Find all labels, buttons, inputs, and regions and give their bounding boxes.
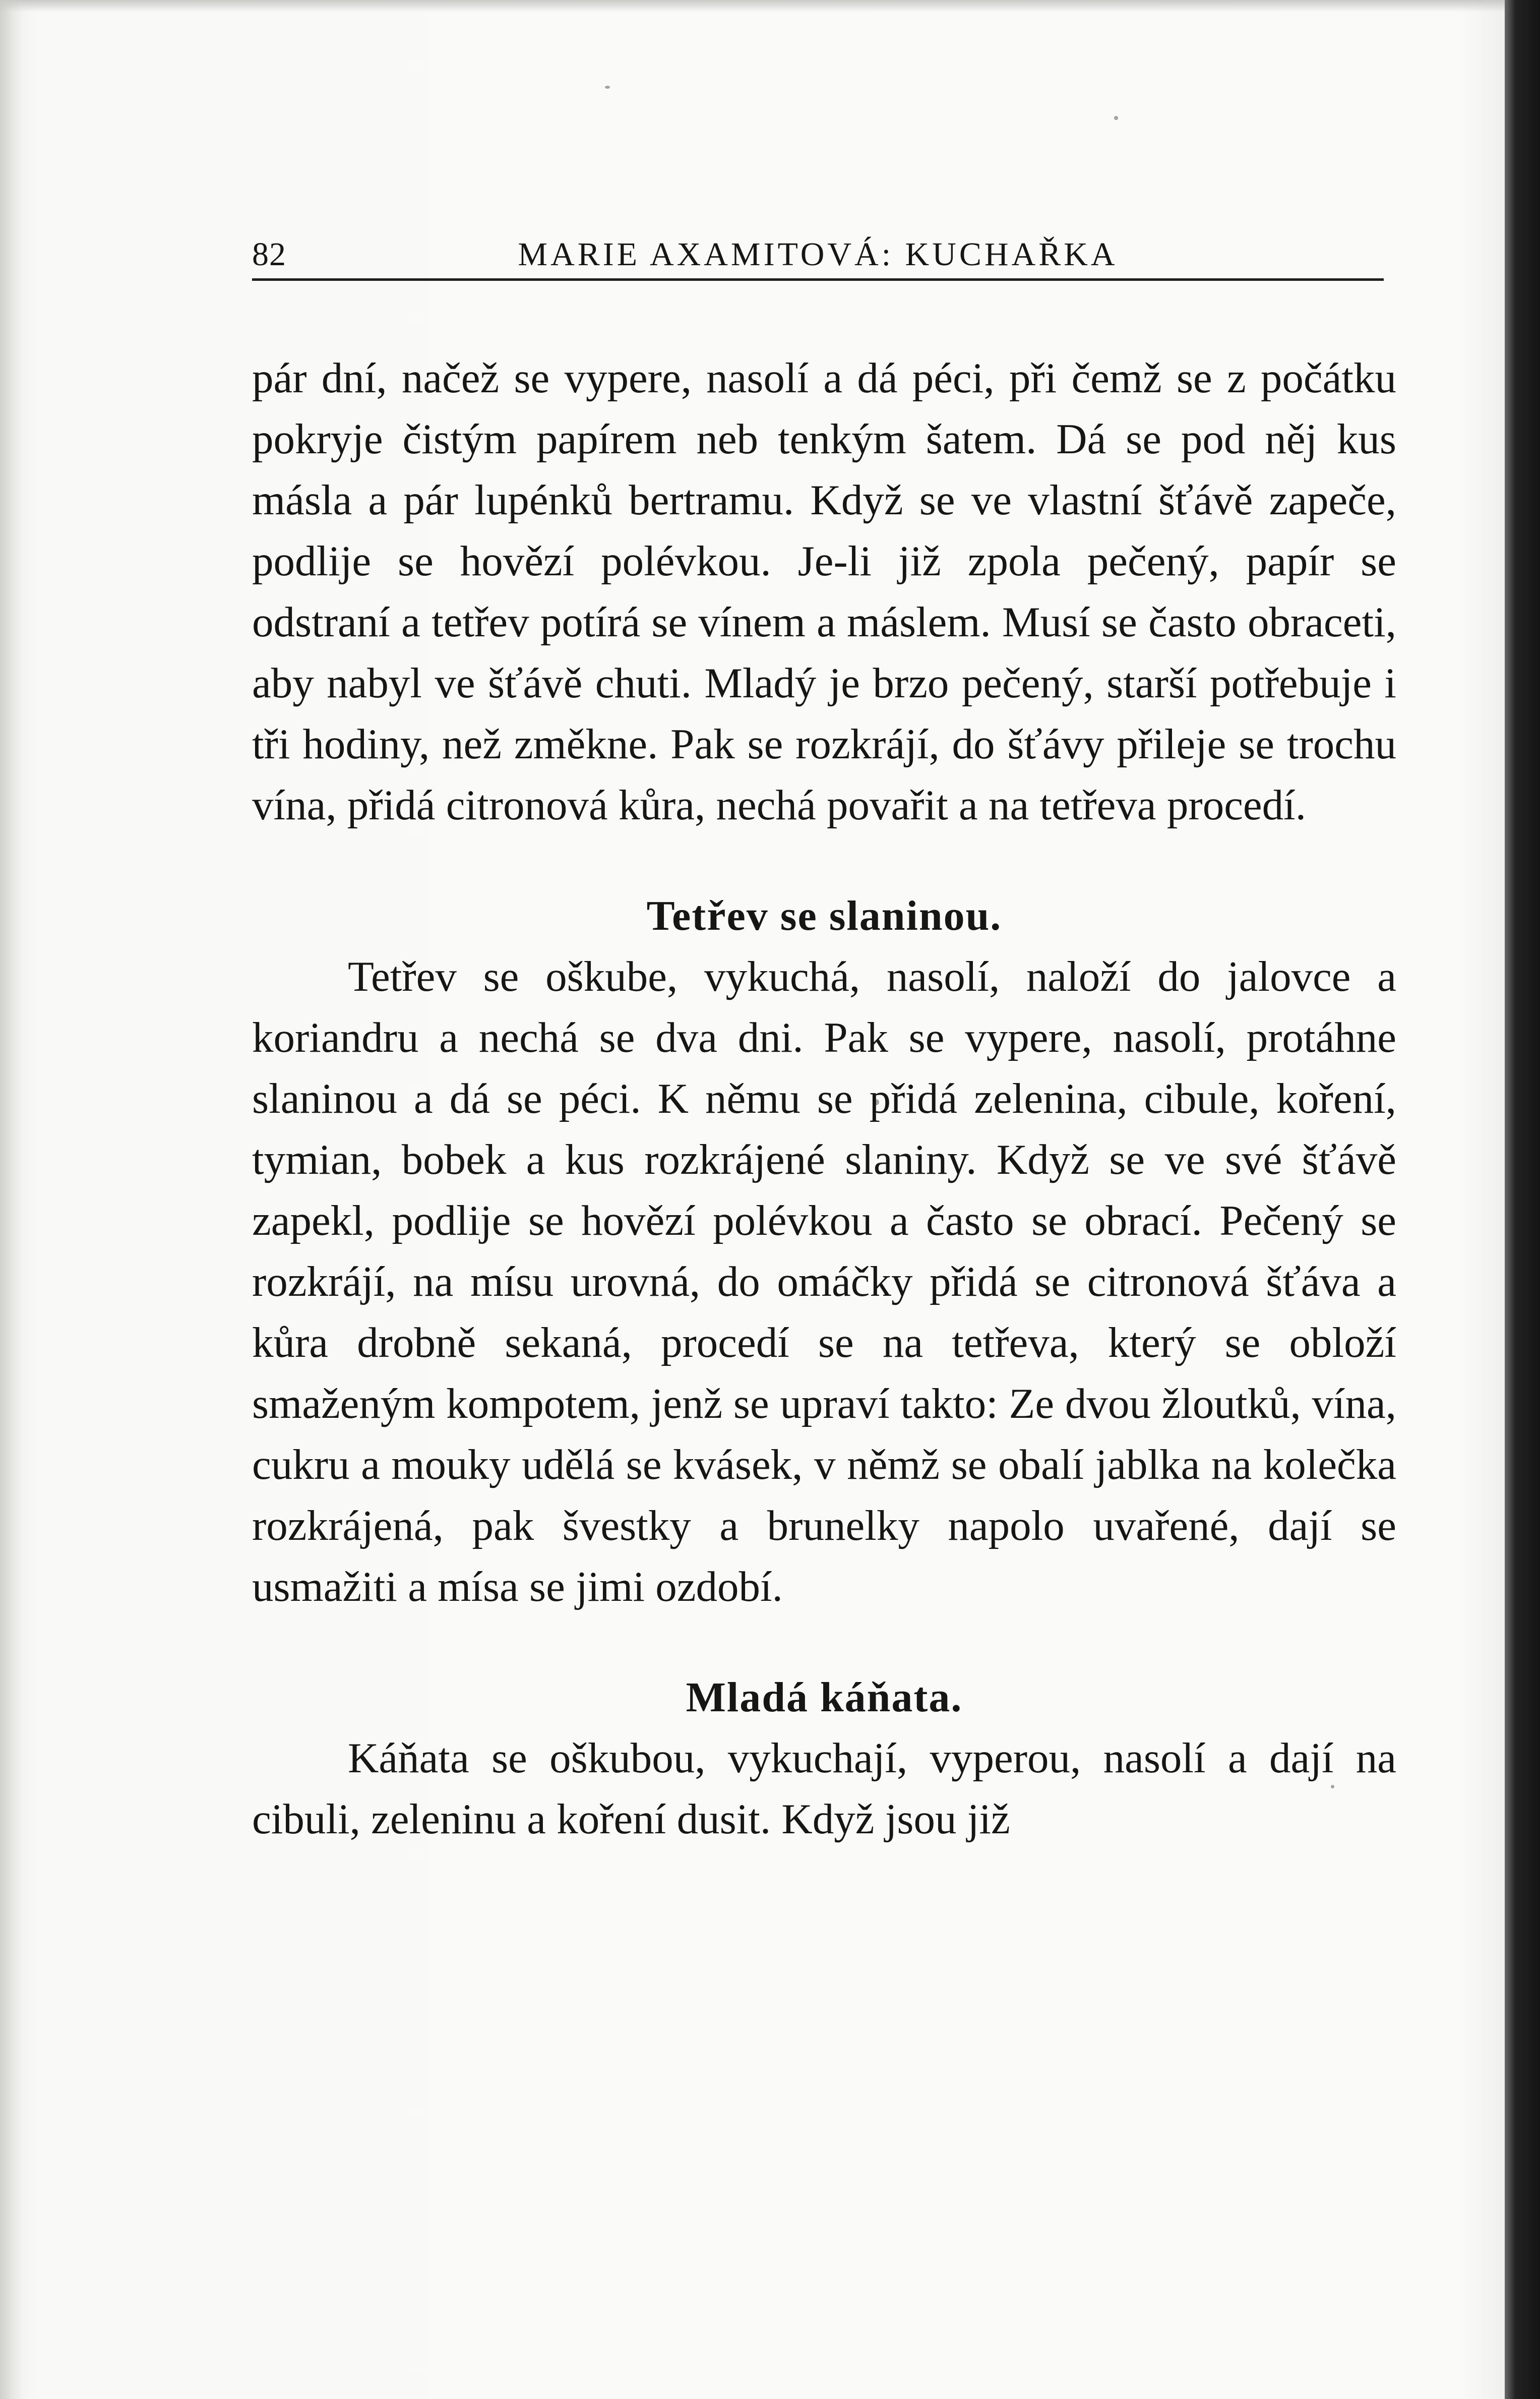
- paragraph-tetrev-se-slaninou: Tetřev se oškube, vykuchá, nasolí, naloží do jalovce a koriandru a nechá se dva dni. Pak se vypere, nasolí, protáhne slaninou a dá se péci. K němu se přidá zelenina, cibule, koření, tymian, bobek a kus rozkrájené slaniny. Když se ve své šťávě zapekl, podlije se hovězí polévkou a často se obrací. Pečený se rozkrájí, na mísu urovná, do omáčky přidá se citronová šťáva a kůra drobně sekaná, procedí se na tetřeva, který se obloží smaženým kompotem, jenž se upraví takto: Ze dvou žloutků, vína, cukru a mouky udělá se kvásek, v němž se obalí jablka na kolečka rozkrájená, pak švestky a brunelky napolo uvařené, dají se usmažiti a mísa se jimi ozdobí.: [252, 953, 1396, 1610]
- page-gutter-shadow: [0, 0, 22, 2399]
- paragraph-mlada-kanata: Káňata se oškubou, vykuchají, vyperou, nasolí a dají na cibuli, zeleninu a koření dusit. Když jsou již: [252, 1734, 1396, 1843]
- recipe-heading-tetrev-se-slaninou: Tetřev se slaninou.: [646, 892, 1002, 939]
- page-number: 82: [252, 236, 286, 273]
- page-top-edge: [0, 0, 1540, 12]
- recipe-heading-mlada-kanata: Mladá káňata.: [686, 1674, 963, 1721]
- running-title: MARIE AXAMITOVÁ: KUCHAŘKA: [518, 236, 1118, 273]
- body-text: [252, 348, 1396, 1850]
- paper-speck: [1114, 116, 1118, 120]
- running-header: [252, 227, 1384, 281]
- paragraph-continued: pár dní, načež se vypere, nasolí a dá péci, při čemž se z počátku pokryje čistým papírem neb tenkým šatem. Dá se pod něj kus másla a pár lupénků bertramu. Když se ve vlastní šťávě zapeče, podlije se hovězí polévkou. Je-li již zpola pečený, papír se odstraní a tetřev potírá se vínem a máslem. Musí se často obraceti, aby nabyl ve šťávě chuti. Mladý je brzo pečený, starší potřebuje i tři hodiny, než změkne. Pak se rozkrájí, do šťávy přileje se trochu vína, přidá citronová kůra, nechá povařit a na tetřeva procedí.: [252, 354, 1396, 829]
- page-right-edge: [1505, 0, 1540, 2399]
- paper-speck: [605, 86, 610, 89]
